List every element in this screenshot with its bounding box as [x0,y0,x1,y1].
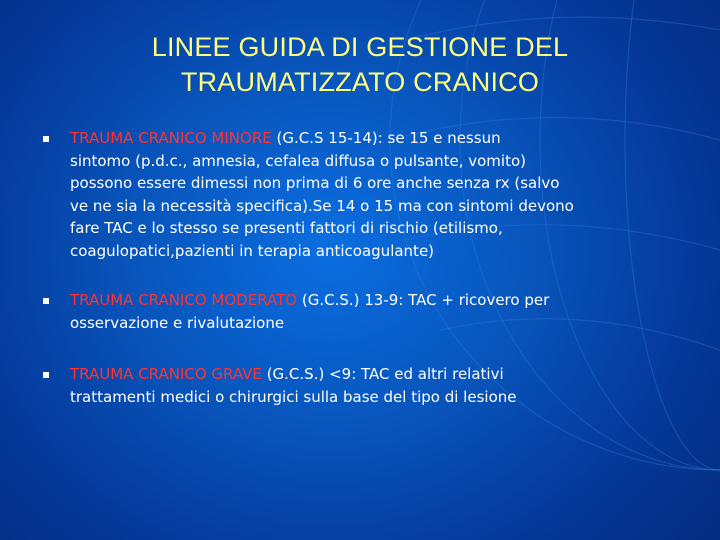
bullet-item-severe [70,363,700,408]
bullet-line: sintomo (p.d.c., amnesia, cefalea diffusa o pulsante, vomito) [70,151,526,170]
bullet-line [70,289,700,312]
bullet-line: ve ne sia la necessità specifica).Se 14 o 15 ma con sintomi devono [70,196,574,215]
bullet-item-minor [70,127,700,262]
bullet-keyword: TRAUMA CRANICO MODERATO [70,291,298,309]
bullet-line: fare TAC e lo stesso se presenti fattori di rischio (etilismo, [70,219,503,237]
bullet-text: (G.C.S.) <9: TAC ed altri relativi [261,365,504,383]
bullet-line [70,127,700,150]
bullet-marker-icon [43,298,49,304]
bullet-text: (G.C.S.) 13-9: TAC + ricovero per [297,291,550,309]
bullet-line: possono essere dimessi non prima di 6 ore anche senza rx (salvo [70,174,560,192]
bullet-marker-icon [43,136,49,142]
bullet-marker-icon [43,372,49,378]
title-line-2: TRAUMATIZZATO CRANICO [180,67,540,97]
bullet-line [70,363,700,386]
bullet-line: trattamenti medici o chirurgici sulla base del tipo di lesione [70,387,517,406]
bullet-keyword: TRAUMA CRANICO MINORE [70,129,272,147]
bullet-line: coagulopatici,pazienti in terapia anticoagulante) [70,241,435,260]
bullet-item-moderate [70,289,700,334]
title-line-1: LINEE GUIDA DI GESTIONE DEL [151,32,569,62]
bullet-keyword: TRAUMA CRANICO GRAVE [70,365,262,383]
bullet-line: osservazione e rivalutazione [70,313,285,332]
bullet-text: (G.C.S 15-14): se 15 e nessun [271,129,501,147]
